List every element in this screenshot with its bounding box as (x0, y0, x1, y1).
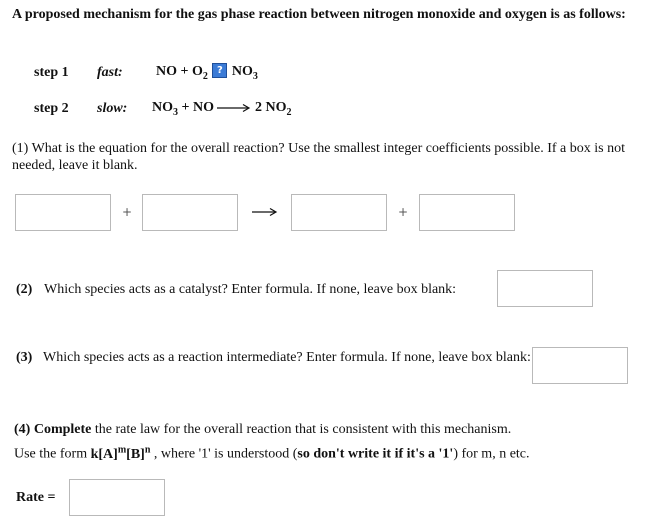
question-4-number: (4) (14, 422, 31, 437)
step2-reactant1-sub: 3 (173, 106, 178, 118)
arrow-help-icon[interactable]: ? (212, 63, 227, 78)
question-4-line-2-bold: so don't write it if it's a '1' (297, 446, 454, 462)
step1-product-sub: 3 (252, 70, 258, 82)
reaction-arrow-icon (217, 103, 251, 113)
reactant-2-input[interactable] (142, 194, 238, 231)
rate-input[interactable] (69, 479, 165, 516)
question-3-number: (3) (16, 350, 33, 365)
step2-speed: slow: (97, 101, 128, 116)
step1-equation (156, 63, 258, 82)
question-4-line-2 (14, 441, 530, 463)
step1-product: NO (231, 64, 253, 79)
question-4-line-1 (14, 421, 511, 438)
step1-label: step 1 (34, 65, 69, 80)
question-4-line-2-mid: , where '1' is understood ( (150, 446, 298, 462)
question-4-line-2-lead: Use the form (14, 446, 91, 462)
product-1-input[interactable] (291, 194, 387, 231)
intro-text: A proposed mechanism for the gas phase reaction between nitrogen monoxide and oxygen is as follows: (12, 7, 626, 22)
reactant-1-input[interactable] (15, 194, 111, 231)
rate-law-form: $k[A]^m[B]^n$ (90, 444, 151, 462)
rate-label: Rate = (16, 490, 56, 505)
step2-reactant2: + NO (178, 100, 214, 115)
product-2-input[interactable] (419, 194, 515, 231)
step2-label: step 2 (34, 101, 69, 116)
question-4-line-2-tail: ) for m, n etc. (453, 446, 530, 462)
plus-sign: + (122, 205, 133, 219)
step2-product: 2 NO (254, 100, 287, 115)
plus-sign: + (398, 205, 409, 219)
catalyst-input[interactable] (497, 270, 593, 307)
intermediate-input[interactable] (532, 347, 628, 384)
overall-arrow-icon (252, 207, 278, 217)
question-4-line-1-text: the rate law for the overall reaction that is consistent with this mechanism. (91, 422, 512, 437)
step1-reactants: NO + O (156, 64, 203, 79)
question-4-bold: Complete (33, 422, 92, 437)
step2-reactant1: NO (152, 100, 173, 115)
step2-equation (152, 100, 291, 118)
question-2-number: (2) (16, 282, 33, 297)
step2-product-sub: 2 (286, 106, 292, 118)
question-3-text: Which species acts as a reaction intermediate? Enter formula. If none, leave box blank: (43, 350, 531, 365)
question-2-text: Which species acts as a catalyst? Enter formula. If none, leave box blank: (44, 282, 457, 297)
step1-speed: fast: (97, 65, 123, 80)
step1-reactant-sub: 2 (202, 70, 208, 82)
question-1-text: (1) What is the equation for the overall reaction? Use the smallest integer coefficients possible. If a box is not needed, leave it blank. (12, 141, 625, 173)
